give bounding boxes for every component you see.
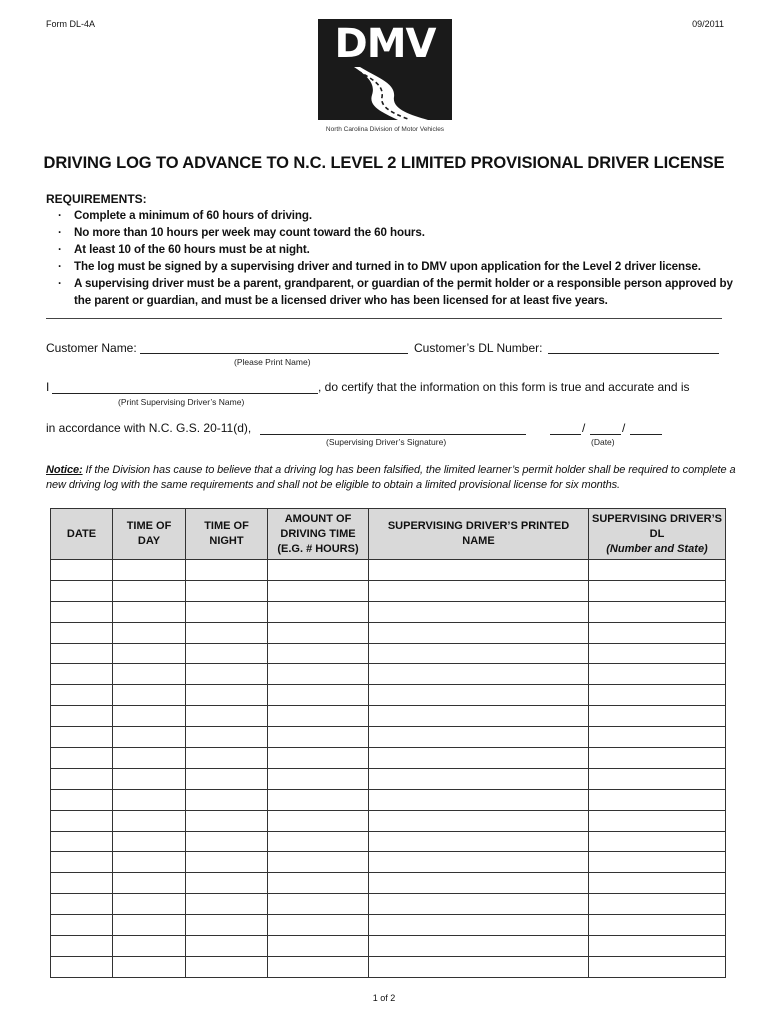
table-cell[interactable] (51, 852, 113, 873)
table-cell[interactable] (186, 873, 268, 894)
table-cell[interactable] (589, 768, 726, 789)
table-cell[interactable] (113, 936, 186, 957)
table-cell[interactable] (369, 810, 589, 831)
table-row (51, 936, 726, 957)
table-cell[interactable] (268, 810, 369, 831)
customer-name-hint: (Please Print Name) (234, 357, 311, 367)
table-cell[interactable] (113, 768, 186, 789)
table-cell[interactable] (186, 956, 268, 977)
date-day-field[interactable] (590, 434, 621, 435)
certify-prefix: I (46, 380, 50, 394)
table-cell[interactable] (589, 727, 726, 748)
table-cell[interactable] (268, 956, 369, 977)
table-cell[interactable] (369, 956, 589, 977)
table-cell[interactable] (113, 810, 186, 831)
table-row (51, 643, 726, 664)
table-row (51, 580, 726, 601)
table-cell[interactable] (268, 643, 369, 664)
table-cell[interactable] (589, 956, 726, 977)
table-cell[interactable] (113, 622, 186, 643)
table-cell[interactable] (369, 664, 589, 685)
table-cell[interactable] (369, 748, 589, 769)
table-cell[interactable] (268, 873, 369, 894)
table-row (51, 560, 726, 581)
supervisor-name-field[interactable] (52, 393, 318, 394)
table-row (51, 601, 726, 622)
table-cell[interactable] (186, 894, 268, 915)
table-row (51, 810, 726, 831)
table-row (51, 852, 726, 873)
table-cell[interactable] (51, 894, 113, 915)
table-cell[interactable] (51, 580, 113, 601)
table-cell[interactable] (589, 915, 726, 936)
table-cell[interactable] (268, 748, 369, 769)
table-cell[interactable] (113, 789, 186, 810)
dl-number-field[interactable] (548, 353, 719, 354)
table-cell[interactable] (113, 852, 186, 873)
table-cell[interactable] (268, 601, 369, 622)
customer-name-field[interactable] (140, 353, 408, 354)
table-header-row (51, 509, 726, 560)
table-row (51, 748, 726, 769)
table-row (51, 831, 726, 852)
table-cell[interactable] (51, 915, 113, 936)
supervisor-name-hint: (Print Supervising Driver’s Name) (118, 397, 245, 407)
table-cell[interactable] (369, 560, 589, 581)
table-cell[interactable] (113, 727, 186, 748)
table-cell[interactable] (268, 789, 369, 810)
header-amount: AMOUNT OF DRIVING TIME (E.G. # HOURS) (268, 509, 369, 560)
requirement-item: · At least 10 of the 60 hours must be at night. (58, 241, 738, 258)
table-cell[interactable] (113, 915, 186, 936)
table-cell[interactable] (589, 643, 726, 664)
table-cell[interactable] (113, 560, 186, 581)
table-cell[interactable] (51, 748, 113, 769)
table-cell[interactable] (589, 685, 726, 706)
table-cell[interactable] (268, 727, 369, 748)
table-cell[interactable] (186, 831, 268, 852)
table-cell[interactable] (186, 580, 268, 601)
table-cell[interactable] (369, 601, 589, 622)
requirements-list (58, 207, 738, 309)
table-row (51, 706, 726, 727)
date-month-field[interactable] (550, 434, 581, 435)
table-row (51, 873, 726, 894)
table-cell[interactable] (186, 685, 268, 706)
road-icon (318, 65, 452, 120)
table-cell[interactable] (369, 936, 589, 957)
driving-log-table (50, 508, 726, 978)
table-cell[interactable] (589, 664, 726, 685)
dl-number-label: Customer’s DL Number: (414, 341, 543, 355)
table-cell[interactable] (186, 727, 268, 748)
table-row (51, 789, 726, 810)
table-row (51, 956, 726, 977)
date-separator: / (582, 421, 586, 435)
table-cell[interactable] (268, 685, 369, 706)
table-cell[interactable] (268, 622, 369, 643)
table-cell[interactable] (51, 560, 113, 581)
table-cell[interactable] (369, 873, 589, 894)
notice-body: If the Division has cause to believe that a driving log has been falsified, the limited learner’s permit holder shall be required to complete a new driving log with the same requirements and shall not be eligible to obtain a limited provisional license for six months. (46, 464, 736, 491)
requirement-item: · The log must be signed by a supervising driver and turned in to DMV upon application for the Level 2 driver license. (58, 258, 738, 275)
table-cell[interactable] (589, 706, 726, 727)
table-cell[interactable] (369, 894, 589, 915)
date-hint: (Date) (591, 437, 615, 447)
table-cell[interactable] (268, 768, 369, 789)
table-cell[interactable] (186, 748, 268, 769)
table-cell[interactable] (51, 706, 113, 727)
notice-text (46, 463, 736, 492)
table-cell[interactable] (186, 852, 268, 873)
certify-text: , do certify that the information on this form is true and accurate and is (318, 380, 690, 394)
table-cell[interactable] (113, 601, 186, 622)
table-cell[interactable] (589, 873, 726, 894)
table-cell[interactable] (369, 831, 589, 852)
table-cell[interactable] (589, 936, 726, 957)
header-supervisor-dl (589, 509, 726, 560)
table-cell[interactable] (113, 664, 186, 685)
table-cell[interactable] (113, 873, 186, 894)
table-cell[interactable] (51, 873, 113, 894)
table-cell[interactable] (51, 622, 113, 643)
header-time-of-day: TIME OF DAY (113, 509, 186, 560)
header-supervisor-dl-sub: (Number and State) (606, 542, 708, 555)
date-separator: / (622, 421, 626, 435)
table-cell[interactable] (369, 789, 589, 810)
table-body (51, 560, 726, 978)
table-cell[interactable] (51, 685, 113, 706)
table-cell[interactable] (186, 622, 268, 643)
table-cell[interactable] (369, 915, 589, 936)
accordance-text: in accordance with N.C. G.S. 20-11(d), (46, 421, 252, 435)
requirement-item: · A supervising driver must be a parent, grandparent, or guardian of the permit holder or a responsible person approved by the parent or guardian, and must be a licensed driver who has been licensed for at least five years. (58, 275, 738, 309)
table-cell[interactable] (186, 601, 268, 622)
table-cell[interactable] (113, 956, 186, 977)
table-cell[interactable] (589, 622, 726, 643)
table-row (51, 685, 726, 706)
table-cell[interactable] (268, 580, 369, 601)
table-cell[interactable] (369, 685, 589, 706)
table-cell[interactable] (268, 560, 369, 581)
table-cell[interactable] (113, 643, 186, 664)
form-id: Form DL-4A (46, 19, 96, 29)
table-cell[interactable] (589, 601, 726, 622)
table-cell[interactable] (589, 748, 726, 769)
table-row (51, 768, 726, 789)
table-cell[interactable] (186, 643, 268, 664)
table-cell[interactable] (369, 852, 589, 873)
table-cell[interactable] (589, 560, 726, 581)
table-cell[interactable] (369, 580, 589, 601)
table-cell[interactable] (369, 768, 589, 789)
table-cell[interactable] (369, 727, 589, 748)
table-row (51, 915, 726, 936)
page-title: DRIVING LOG TO ADVANCE TO N.C. LEVEL 2 LIMITED PROVISIONAL DRIVER LICENSE (43, 154, 725, 172)
table-cell[interactable] (113, 831, 186, 852)
table-cell[interactable] (186, 706, 268, 727)
table-cell[interactable] (589, 831, 726, 852)
requirement-item: · Complete a minimum of 60 hours of driving. (58, 207, 738, 224)
table-cell[interactable] (268, 706, 369, 727)
notice-label: Notice: (46, 464, 83, 476)
table-cell[interactable] (51, 727, 113, 748)
table-cell[interactable] (113, 894, 186, 915)
date-year-field[interactable] (630, 434, 662, 435)
page-number: 1 of 2 (372, 993, 396, 1003)
header-supervisor-name: SUPERVISING DRIVER’S PRINTED NAME (369, 509, 589, 560)
table-cell[interactable] (268, 915, 369, 936)
table-cell[interactable] (51, 936, 113, 957)
form-date: 09/2011 (692, 19, 724, 29)
signature-field[interactable] (260, 434, 526, 435)
table-cell[interactable] (369, 706, 589, 727)
table-cell[interactable] (51, 956, 113, 977)
dmv-logo (318, 19, 452, 120)
table-cell[interactable] (113, 706, 186, 727)
table-cell[interactable] (51, 643, 113, 664)
table-cell[interactable] (113, 748, 186, 769)
table-cell[interactable] (268, 852, 369, 873)
signature-hint: (Supervising Driver’s Signature) (326, 437, 447, 447)
requirement-item: · No more than 10 hours per week may count toward the 60 hours. (58, 224, 738, 241)
table-cell[interactable] (113, 580, 186, 601)
table-cell[interactable] (186, 789, 268, 810)
logo-caption: North Carolina Division of Motor Vehicles (325, 126, 445, 133)
table-cell[interactable] (186, 810, 268, 831)
table-cell[interactable] (186, 915, 268, 936)
table-cell[interactable] (268, 664, 369, 685)
table-row (51, 727, 726, 748)
table-row (51, 622, 726, 643)
table-cell[interactable] (369, 622, 589, 643)
table-cell[interactable] (186, 560, 268, 581)
requirements-heading: REQUIREMENTS: (46, 192, 147, 206)
table-cell[interactable] (268, 894, 369, 915)
table-row (51, 664, 726, 685)
table-row (51, 894, 726, 915)
table-cell[interactable] (268, 831, 369, 852)
table-cell[interactable] (589, 894, 726, 915)
table-cell[interactable] (186, 936, 268, 957)
table-cell[interactable] (51, 664, 113, 685)
header-supervisor-dl-title: SUPERVISING DRIVER’S DL (592, 512, 722, 540)
header-time-of-night: TIME OF NIGHT (186, 509, 268, 560)
table-cell[interactable] (589, 852, 726, 873)
customer-name-label: Customer Name: (46, 341, 137, 355)
header-date: DATE (51, 509, 113, 560)
table-cell[interactable] (51, 789, 113, 810)
table-cell[interactable] (369, 643, 589, 664)
table-cell[interactable] (51, 831, 113, 852)
table-cell[interactable] (589, 810, 726, 831)
table-cell[interactable] (589, 789, 726, 810)
table-cell[interactable] (51, 601, 113, 622)
section-divider (46, 318, 722, 319)
table-cell[interactable] (51, 768, 113, 789)
table-cell[interactable] (51, 810, 113, 831)
logo-text: DMV (334, 21, 436, 67)
table-cell[interactable] (113, 685, 186, 706)
table-cell[interactable] (186, 664, 268, 685)
table-cell[interactable] (186, 768, 268, 789)
table-cell[interactable] (589, 580, 726, 601)
table-cell[interactable] (268, 936, 369, 957)
